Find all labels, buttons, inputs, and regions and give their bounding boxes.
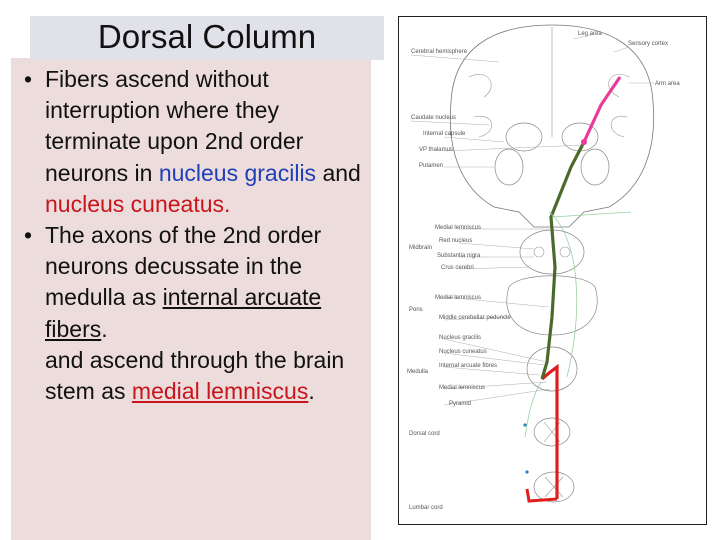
red-nucleus-shape [534, 247, 544, 257]
dorsal-root-ganglion-upper [523, 423, 526, 426]
bullet1-and: and [322, 159, 361, 186]
label-medial-lemniscus-2: Medial lemniscus [435, 295, 482, 301]
bullet-item-2 [14, 220, 364, 345]
label-pons: Pons [409, 307, 423, 313]
red-nucleus-shape-right [560, 247, 570, 257]
label-internal-arcuate-fibres: Internal arcuate fibres [439, 363, 498, 369]
label-putamen: Putamen [419, 163, 444, 169]
putamen-shape [495, 149, 523, 185]
bullet-item-1 [14, 64, 364, 220]
dorsal-root-ganglion-lower [525, 470, 528, 473]
slide-title: Dorsal Column [97, 18, 317, 55]
left-ventricle-region [506, 123, 542, 151]
bullet-list [14, 64, 364, 407]
label-caudate-nucleus: Caudate nucleus [411, 115, 457, 121]
entry-guide [525, 382, 541, 437]
bullet1-text: Fibers ascend without interruption where they terminate upon 2nd order neurons in [45, 66, 304, 186]
nucleus-gracilis-term: nucleus gracilis [158, 159, 317, 186]
lumbar-entry-red [527, 489, 557, 501]
label-crus-cerebri: Crus cerebri [441, 265, 474, 271]
internal-arcuate-fibers-term: internal arcuate fibers [45, 284, 322, 342]
gyri [469, 74, 629, 137]
label-leg-area: Leg area [578, 31, 602, 37]
continuation-text: and ascend through the brain stem as [45, 346, 345, 405]
first-order-fasciculus-path [542, 367, 557, 499]
label-arm-area: Arm area [655, 81, 680, 87]
bullet2-period: . [101, 315, 108, 342]
label-medial-lemniscus-3: Medial lemniscus [439, 385, 486, 391]
label-dorsal-cord: Dorsal cord [409, 431, 440, 437]
bullet-dot: • [24, 222, 33, 249]
label-medulla: Medulla [407, 369, 429, 375]
label-substantia-nigra: Substantia nigra [437, 253, 481, 259]
medial-lemniscus-path [542, 142, 584, 379]
dorsal-column-pathway-figure [398, 16, 707, 525]
label-midbrain: Midbrain [409, 245, 433, 251]
putamen-shape-right [581, 149, 609, 185]
label-nucleus-gracilis: Nucleus gracilis [439, 335, 482, 341]
bullet2-text: The axons of the 2nd order neurons decussate in the medulla as [45, 222, 322, 311]
label-internal-capsule: Internal capsule [423, 131, 466, 137]
medial-lemniscus-term: medial lemniscus [131, 378, 309, 405]
nucleus-cuneatus-term: nucleus cuneatus. [45, 190, 231, 217]
label-nucleus-cuneatus: Nucleus cuneatus [439, 349, 487, 355]
continuation-line [14, 345, 364, 407]
bullet-dot: • [24, 66, 33, 92]
label-medial-lemniscus-1: Medial lemniscus [435, 225, 482, 231]
pathway-diagram [399, 17, 706, 524]
label-pyramid: Pyramid [449, 401, 472, 407]
contralateral-guide-line [552, 212, 631, 217]
label-sensory-cortex: Sensory cortex [628, 41, 669, 47]
lumbar-cord-gray-matter [545, 477, 563, 497]
label-cerebral-hemisphere: Cerebral hemisphere [411, 49, 468, 55]
label-vp-thalamus: VP thalamus [419, 147, 453, 153]
label-lumbar-cord: Lumbar cord [409, 505, 443, 511]
label-red-nucleus: Red nucleus [439, 238, 473, 244]
continuation-period: . [308, 378, 315, 405]
thalamus-synapse [581, 139, 587, 145]
label-middle-cerebellar-peduncle: Middle cerebellar peduncle [439, 315, 511, 321]
